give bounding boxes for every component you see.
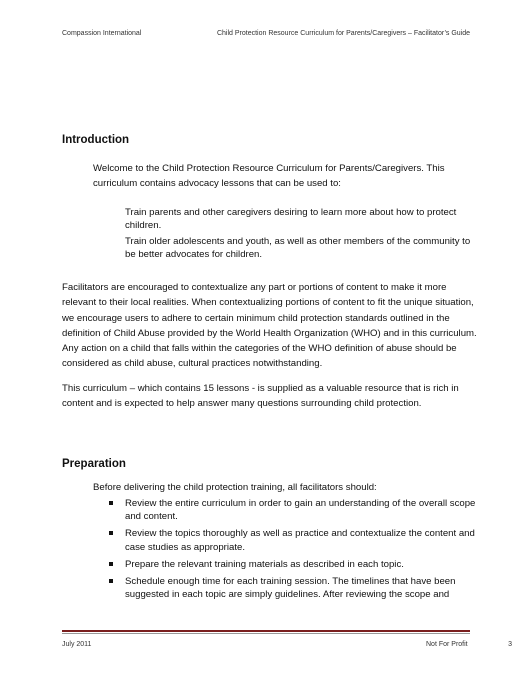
list-item-text: Review the entire curriculum in order to gain an understanding of the overall scope and content. bbox=[125, 498, 476, 523]
list-item bbox=[107, 558, 479, 571]
footer-date: July 2011 bbox=[62, 641, 92, 648]
preparation-steps-list bbox=[107, 497, 479, 605]
page-footer bbox=[62, 641, 512, 653]
list-item-text: Prepare the relevant training materials as described in each topic. bbox=[125, 558, 404, 570]
introduction-welcome: Welcome to the Child Protection Resource Curriculum for Parents/Caregivers. This curriculum contains advocacy lessons that can be used to: bbox=[93, 163, 445, 190]
list-item bbox=[107, 497, 479, 523]
page-header bbox=[62, 30, 470, 42]
preparation-intro: Before delivering the child protection training, all facilitators should: bbox=[93, 482, 377, 493]
list-item bbox=[107, 527, 479, 553]
introduction-heading: Introduction bbox=[62, 134, 130, 146]
header-title: Child Protection Resource Curriculum for Parents/Caregivers – Facilitator’s Guide bbox=[216, 30, 470, 37]
facilitators-paragraph: Facilitators are encouraged to contextualize any part or portions of content to make it more relevant to their local realities. When contextualizing portions of content to fit the unique situation, we encourage users to adhere to certain minimum child protection standards outlined in the definition of Child Abuse provided by the World Health Organization (WHO) and in this curriculum. Any action on a child that falls within the categories of the WHO definition of abuse should be considered as child abuse, cultural practices notwithstanding. bbox=[62, 282, 477, 370]
square-bullet-icon bbox=[109, 501, 113, 505]
square-bullet-icon bbox=[109, 531, 113, 535]
page-number: 3 bbox=[508, 641, 512, 648]
list-item: Train older adolescents and youth, as well as other members of the community to be better advocates for children. bbox=[125, 236, 471, 260]
list-item bbox=[107, 575, 479, 601]
footer-rule bbox=[62, 630, 470, 632]
curriculum-paragraph: This curriculum – which contains 15 lessons - is supplied as a valuable resource that is rich in content and is expected to help answer many questions surrounding child protection. bbox=[62, 383, 459, 410]
preparation-heading: Preparation bbox=[62, 458, 126, 470]
square-bullet-icon bbox=[109, 562, 113, 566]
list-item-text: Schedule enough time for each training session. The timelines that have been suggested in each topic are simply guidelines. After reviewing the scope and bbox=[125, 576, 456, 601]
footer-rule-secondary bbox=[62, 633, 470, 634]
introduction-uses-list bbox=[125, 206, 477, 264]
header-org: Compassion International bbox=[62, 30, 142, 37]
square-bullet-icon bbox=[109, 579, 113, 583]
footer-note: Not For Profit bbox=[426, 641, 468, 648]
list-item-text: Review the topics thoroughly as well as practice and contextualize the content and case studies as appropriate. bbox=[125, 528, 475, 553]
list-item: Train parents and other caregivers desiring to learn more about how to protect children. bbox=[125, 207, 457, 231]
